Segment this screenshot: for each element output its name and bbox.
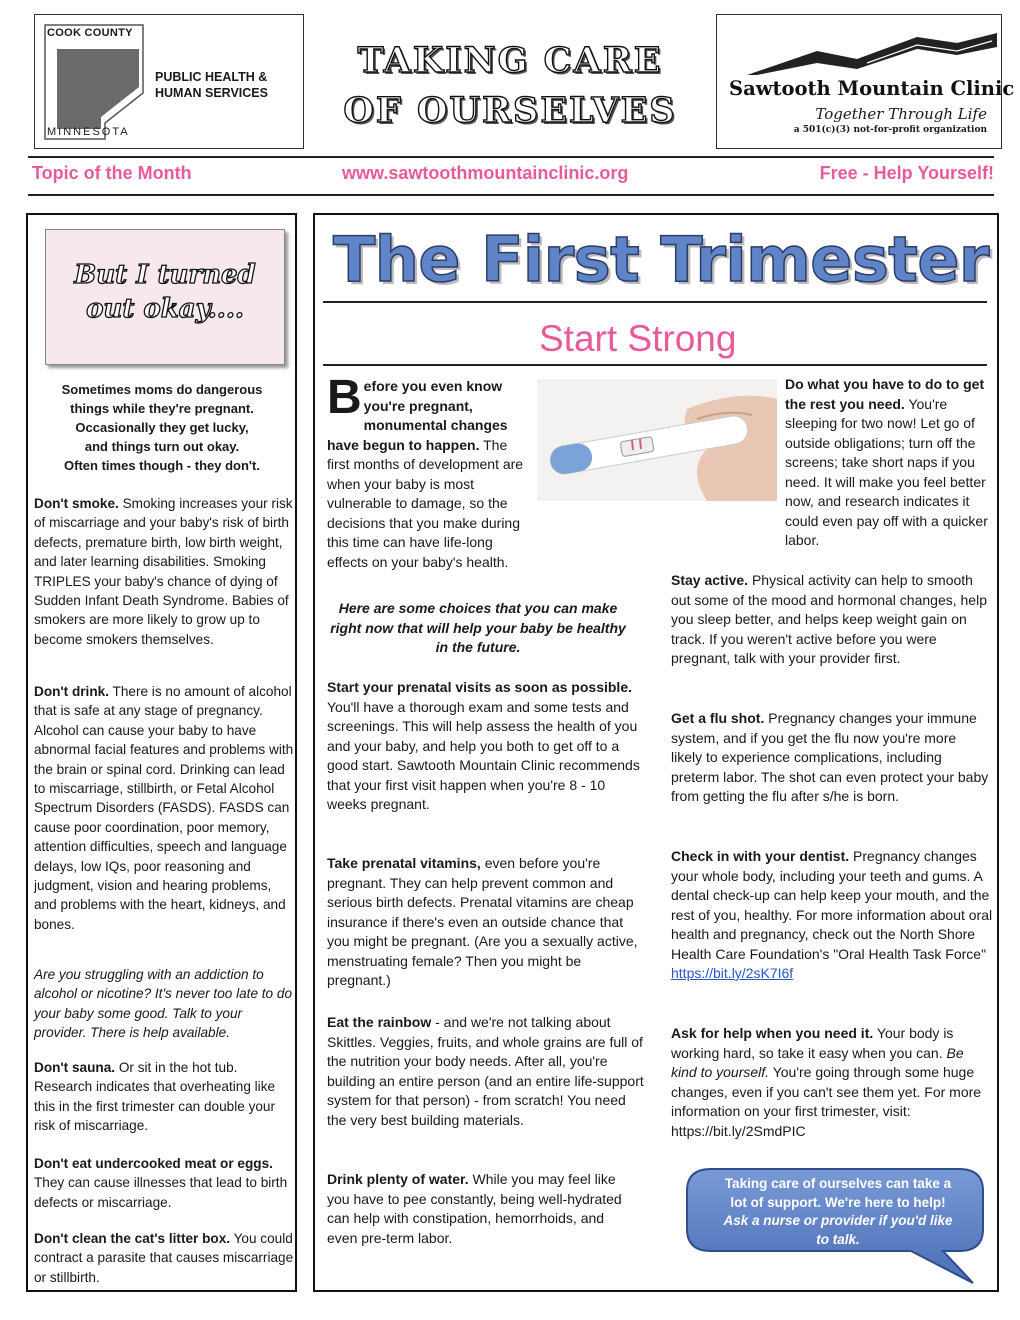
clinic-tagline: Together Through Life (815, 105, 987, 123)
rainbow-heading: Eat the rainbow (327, 1014, 432, 1030)
smoke-body: Smoking increases your risk of miscarriage and your baby's risk of birth defects, premature birth, low birth weight, and later learning disabilities. Smoking TRIPLES your baby's chance of dying of Sudden Infant Death Syndrome. Babies of smokers are more likely to grow up to become smokers themselves. (34, 496, 293, 647)
oral-health-link[interactable]: https://bit.ly/2sK7I6f (671, 965, 794, 981)
flu-paragraph (671, 709, 991, 807)
free-label: Free - Help Yourself! (819, 163, 994, 183)
drink-paragraph (34, 682, 296, 934)
cat-heading: Don't clean the cat's litter box. (34, 1231, 231, 1246)
vitamins-paragraph (327, 854, 641, 991)
sidebar-intro (34, 380, 290, 475)
lead-body: The first months of development are when your baby is most vulnerable to damage, so the decisions that you make during this time can have life-long effects on your baby's health. (327, 436, 524, 570)
rest-body: You're sleeping for two now! Let go of outside obligations; turn off the screens; take short naps if you need. It will make you feel better now, and research indicates it could even pay off with a quicker labor. (785, 395, 988, 548)
mountain-icon (747, 33, 997, 75)
vitamins-heading: Take prenatal vitamins, (327, 855, 481, 871)
help-body2: You're going through some huge changes, even if you can't see them yet. For more information on your first trimester, visit: https://bit.ly/2SmdPIC (671, 1064, 982, 1139)
drink-heading: Don't drink. (34, 684, 109, 699)
clinic-name: Sawtooth Mountain Clinic (729, 77, 1015, 100)
newsletter-title (316, 36, 704, 136)
agency-name-line2: HUMAN SERVICES (155, 86, 268, 100)
active-heading: Stay active. (671, 572, 749, 588)
sauna-heading: Don't sauna. (34, 1060, 116, 1075)
main-column (313, 213, 999, 1292)
cook-county-label: COOK COUNTY (47, 27, 133, 39)
intro-line: Sometimes moms do dangerous (61, 382, 263, 397)
agency-name (155, 69, 268, 101)
state-label: MINNESOTA (47, 126, 130, 138)
active-body: Physical activity can help to smooth out some of the mood and hormonal changes, help you sleep better, and helps keep weight gain on track. If you weren't active before you were pregnant, talk with your provider first. (671, 572, 987, 666)
meat-paragraph (34, 1154, 296, 1212)
smoke-heading: Don't smoke. (34, 496, 119, 511)
cook-county-map-icon (43, 23, 145, 141)
header-rule-top (28, 156, 994, 158)
addiction-note: Are you struggling with an addiction to alcohol or nicotine? It's never too late to do your baby some good. Talk to your provider. There is help available. (34, 967, 293, 1041)
help-italic: Be kind to yourself. (671, 1044, 964, 1080)
meat-heading: Don't eat undercooked meat or eggs. (34, 1156, 273, 1171)
cat-body: You could contract a parasite that causes miscarriage or stillbirth. (34, 1231, 294, 1285)
newsletter-title-line2: OF OURSELVES (343, 90, 677, 131)
smoke-paragraph (34, 494, 296, 649)
water-heading: Drink plenty of water. (327, 1171, 469, 1187)
lead-bold: efore you even know you're pregnant, monumental changes have begun to happen. (327, 378, 508, 453)
agency-name-line1: PUBLIC HEALTH & (155, 70, 268, 84)
sidebar-column (26, 213, 297, 1292)
sauna-paragraph (34, 1058, 296, 1136)
title-rule (323, 301, 987, 303)
subtitle-rule (323, 364, 987, 366)
meat-body: They can cause illnesses that lead to birth defects or miscarriage. (34, 1175, 288, 1210)
dentist-body: Pregnancy changes your whole body, including your teeth and gums. A dental check-up can help keep your mouth, and the rest of you, healthy. For more information about oral health and pregnancy, check out the North Shore Health Care Foundation's "Oral Health Task Force" (671, 848, 993, 962)
clinic-url[interactable]: www.sawtoothmountainclinic.org (342, 163, 629, 183)
rainbow-body: - and we're not talking about Skittles. Veggies, fruits, and whole grains are full of the nutrition your body needs. After all, you're building an entire person (and an entire life-support system for that person) - from scratch! You need the very best building materials. (327, 1014, 644, 1128)
rest-paragraph (785, 375, 991, 551)
bubble-italic: Ask a nurse or provider if you'd like to talk. (723, 1213, 953, 1247)
intro-line: Occasionally they get lucky, (75, 420, 249, 435)
callout-line1: But I turned (74, 260, 256, 290)
prenatal-paragraph (327, 678, 641, 815)
header-rule-bottom (28, 194, 994, 196)
intro-line: things while they're pregnant. (70, 401, 254, 416)
water-paragraph (327, 1170, 637, 1248)
flu-heading: Get a flu shot. (671, 710, 765, 726)
dentist-heading: Check in with your dentist. (671, 848, 850, 864)
help-body: Your body is working hard, so take it easy when you can. (671, 1025, 954, 1061)
dentist-paragraph (671, 847, 993, 984)
vitamins-body: even before you're pregnant. They can help prevent common and serious birth defects. Prenatal vitamins are cheap insurance if there's even an outside chance that you might be pregnant. (Are you a sexually active, menstruating female? Then you might be pregnant.) (327, 855, 638, 988)
active-paragraph (671, 571, 991, 669)
cat-paragraph (34, 1229, 296, 1287)
help-paragraph (671, 1024, 993, 1141)
topic-bar (28, 163, 994, 189)
lead-paragraph (327, 371, 527, 572)
prenatal-body: You'll have a thorough exam and some tests and screenings. This will help assess the health of you and your baby, and help you both to get off to a good start. Sawtooth Mountain Clinic recommends that your first visit happen when you're 8 - 10 weeks pregnant. (327, 698, 640, 812)
rainbow-paragraph (327, 1013, 645, 1130)
rest-heading: Do what you have to do to get the rest you need. (785, 376, 985, 412)
prenatal-heading: Start your prenatal visits as soon as possible. (327, 679, 632, 695)
flu-body: Pregnancy changes your immune system, and if you get the flu now you're more likely to experience complications, including preterm labor. The shot can even protect your baby from getting the flu after s/he is born. (671, 710, 989, 804)
sidebar-callout-box (45, 229, 285, 365)
bubble-text: Taking care of ourselves can take a lot of support. We're here to help! (724, 1176, 952, 1210)
support-bubble-text (721, 1175, 955, 1249)
pregnancy-test-photo (537, 379, 777, 501)
intro-line: and things turn out okay. (84, 439, 240, 454)
newsletter-title-line1: TAKING CARE (357, 40, 663, 81)
callout-line2: out okay.... (86, 294, 244, 324)
sauna-body: Or sit in the hot tub. Research indicates that overheating like this in the first trimester can double your risk of miscarriage. (34, 1060, 276, 1134)
drop-cap: B (327, 371, 362, 424)
drink-body: There is no amount of alcohol that is safe at any stage of pregnancy. Alcohol can cause your baby to have abnormal facial features and problems with the brain or spinal cord. Drinking can lead to miscarriage, stillbirth, or Fetal Alcohol Spectrum Disorders (FASDS). FASDS can cause poor coordination, poor memory, attention difficulties, speech and language delays, low IQs, poor reasoning and judgment, vision and hearing problems, and problems with the heart, kidneys, and bones. (34, 684, 294, 932)
water-body: While you may feel like you have to pee constantly, being well-hydrated can help with constipation, hemorrhoids, and even pre-term labor. (327, 1171, 622, 1246)
page-subtitle: Start Strong (539, 318, 737, 359)
help-heading: Ask for help when you need it. (671, 1025, 874, 1041)
page-title: The First Trimester (333, 223, 990, 296)
cook-county-logo (34, 14, 304, 149)
intro-line: Often times though - they don't. (64, 458, 260, 473)
choices-intro: Here are some choices that you can make right now that will help your baby be healthy in the future. (330, 600, 626, 655)
clinic-org-status: a 501(c)(3) not-for-profit organization (793, 125, 987, 135)
sawtooth-clinic-logo (716, 14, 1015, 149)
topic-of-month: Topic of the Month (32, 163, 192, 183)
